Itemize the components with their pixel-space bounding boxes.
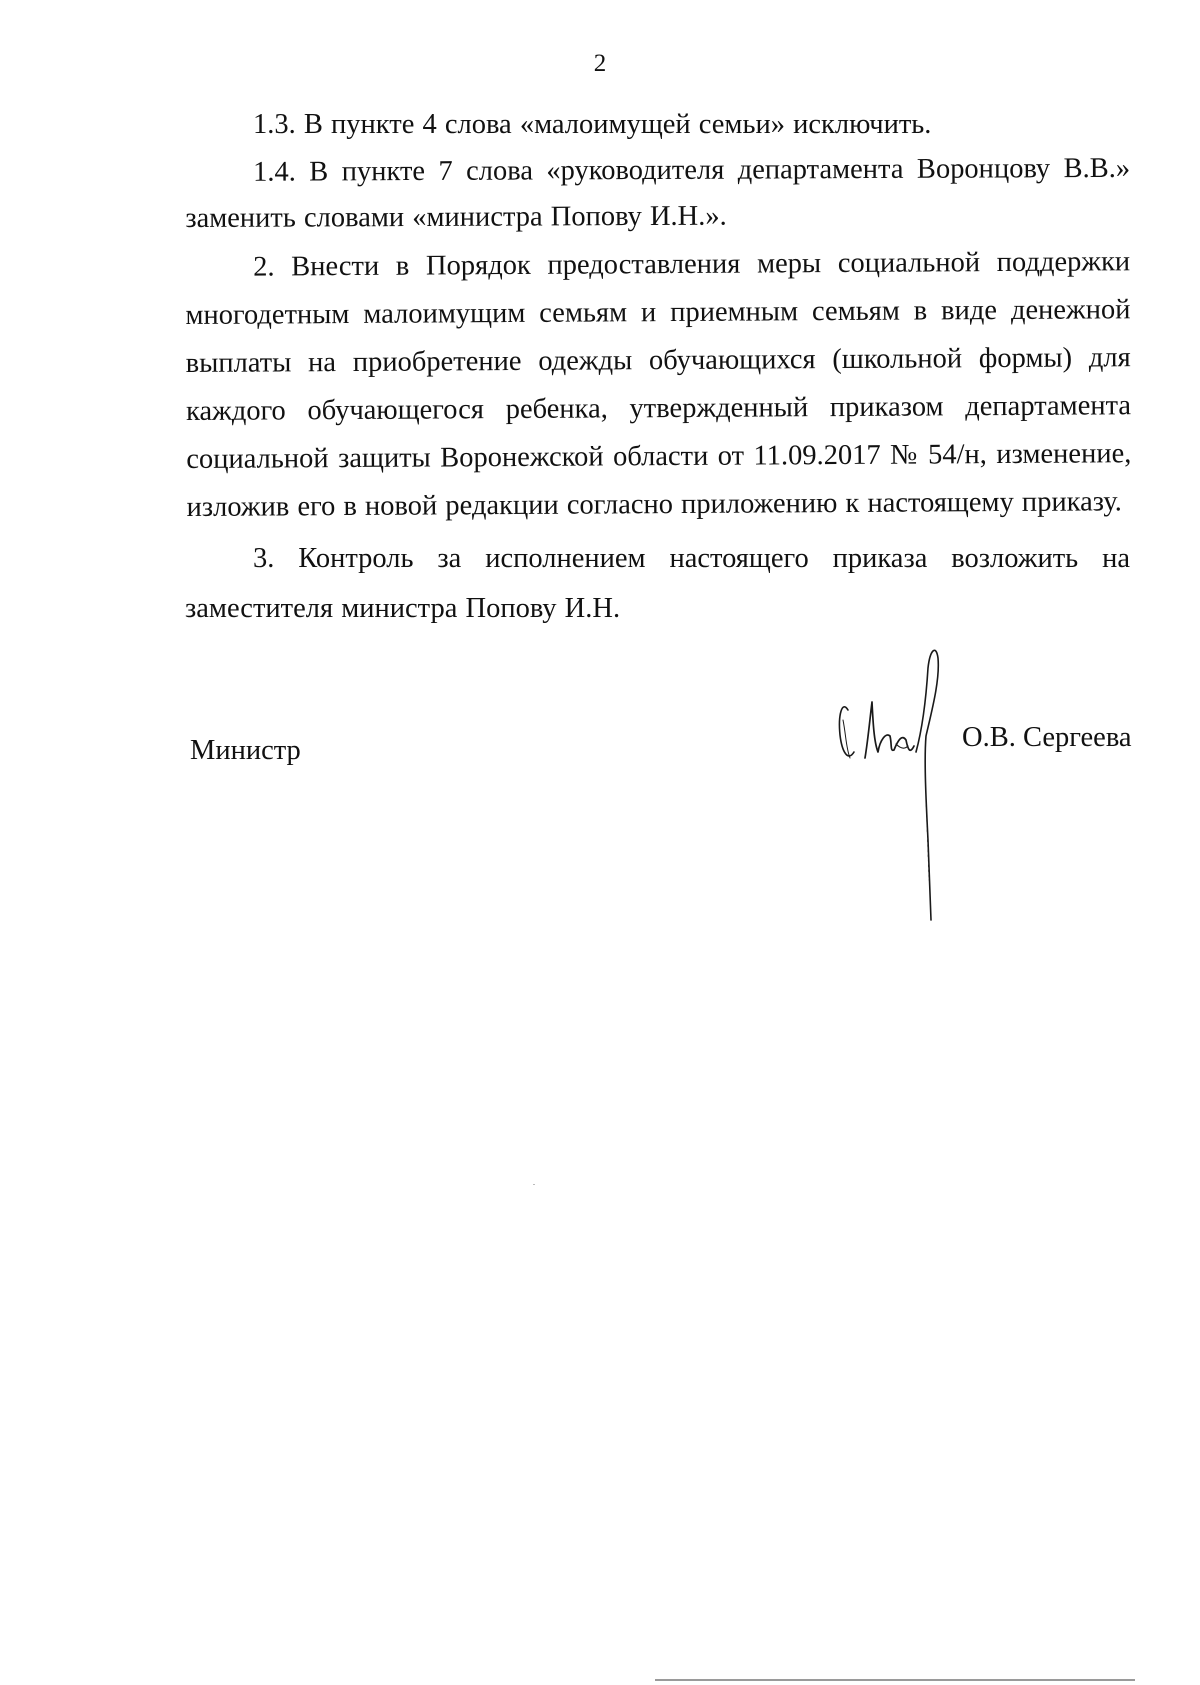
paragraph-3: 3. Контроль за исполнением настоящего приказа возложить на заместителя министра Попову И.Н. bbox=[185, 543, 1130, 624]
scan-speck bbox=[533, 1184, 535, 1185]
footer-scan-line bbox=[655, 1679, 1135, 1681]
paragraph-1-3: 1.3. В пункте 4 слова «малоимущей семьи» исключить. bbox=[253, 109, 932, 140]
signer-name: О.В. Сергеева bbox=[962, 722, 1132, 753]
paragraph-2: 2. Внести в Порядок предоставления меры социальной поддержки многодетным малоимущим семьям и приемным семьям в виде денежной выплаты на приобретение одежды обучающихся (школьной формы) для каждого обучающегося ребенка, утвержденный приказом департамента социальной защиты Воронежской области от 11.09.2017 № 54/н, изменение, изложив его в новой редакции согласно приложению к настоящему приказу. bbox=[185, 246, 1132, 523]
signature-block bbox=[0, 640, 1200, 940]
signer-role: Министр bbox=[190, 735, 301, 766]
page-number: 2 bbox=[593, 50, 607, 77]
handwritten-signature bbox=[820, 640, 980, 930]
paragraph-1-4: 1.4. В пункте 7 слова «руководителя департамента Воронцову В.В.» заменить словами «министра Попову И.Н.». bbox=[185, 152, 1131, 234]
